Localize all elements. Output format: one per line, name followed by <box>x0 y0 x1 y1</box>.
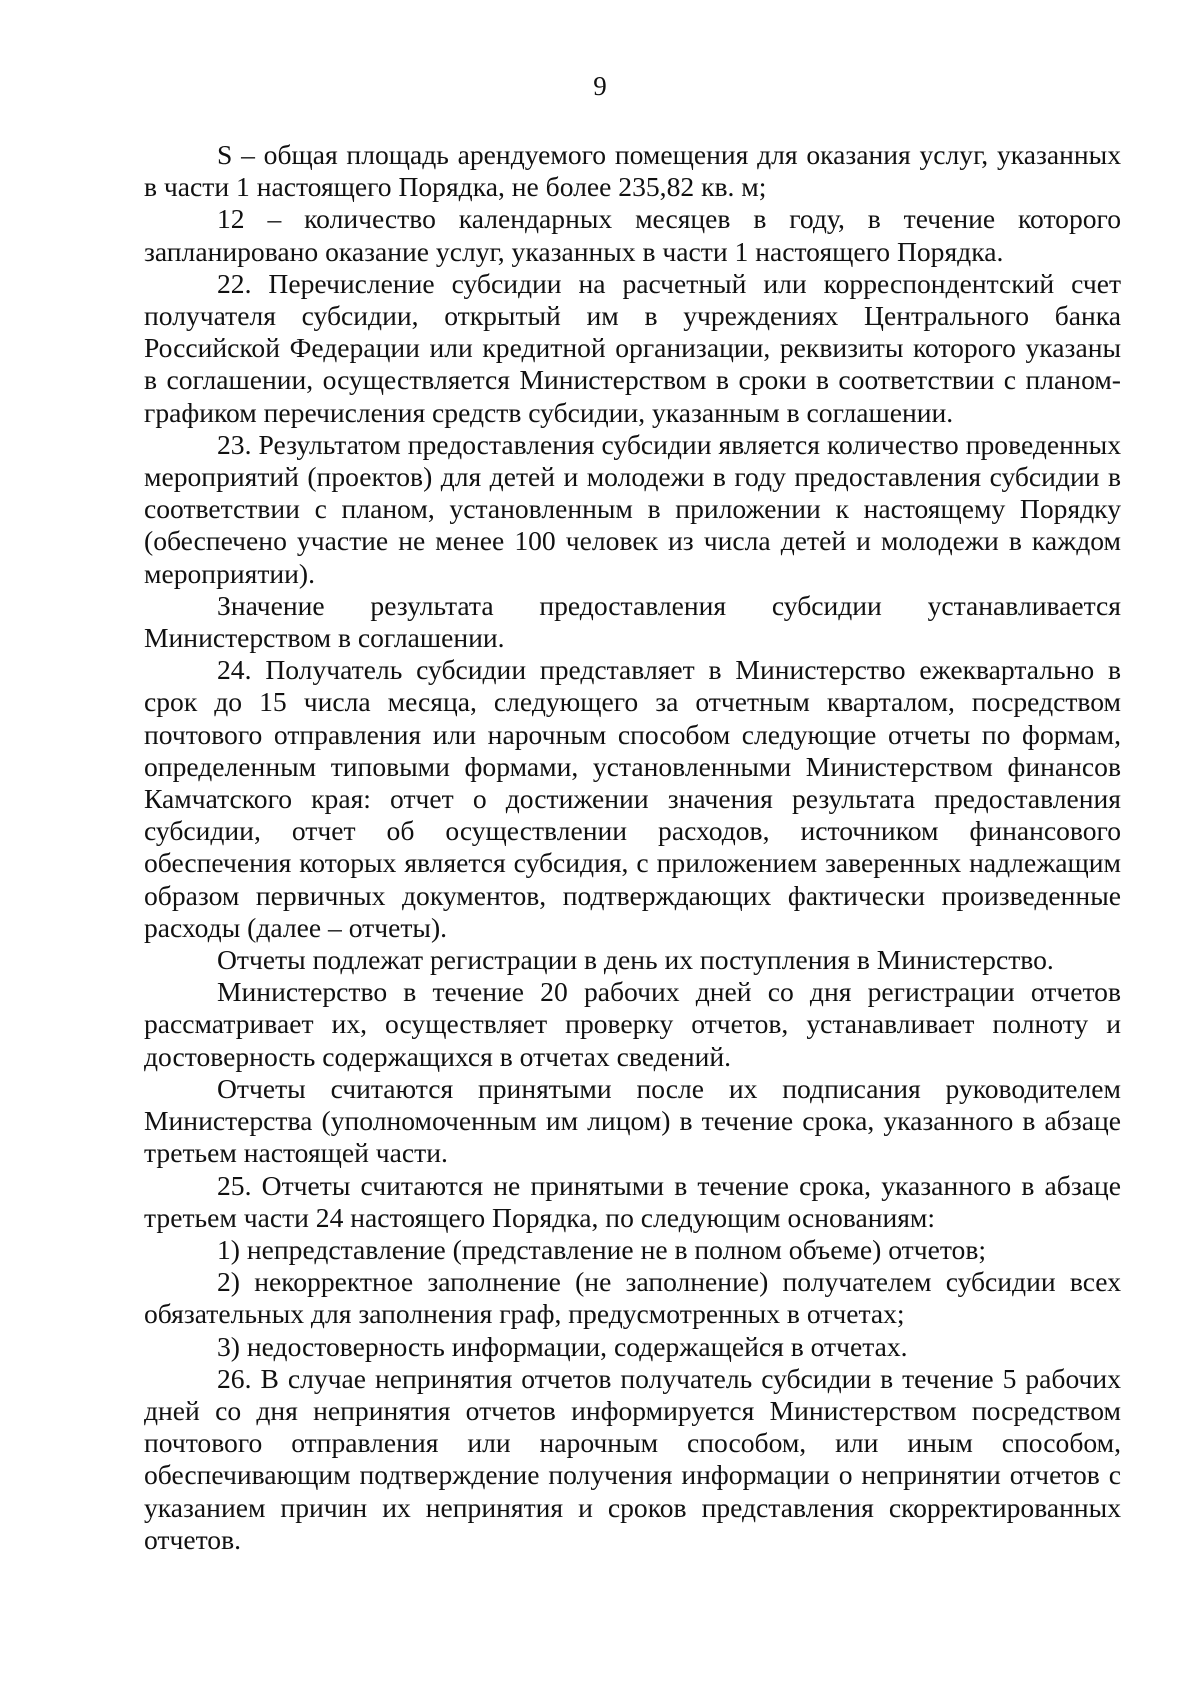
paragraph-22: 22. Перечисление субсидии на расчетный или корреспондентский счет получателя субсидии, открытый им в учреждениях Центрального банка Российской Федерации или кредитной организации, реквизиты которого указаны в соглашении, осуществляется Министерством в сроки в соответствии с планом-графиком перечисления средств субсидии, указанным в соглашении. <box>144 267 1121 428</box>
paragraph-12-months-definition: 12 – количество календарных месяцев в году, в течение которого запланировано оказание услуг, указанных в части 1 настоящего Порядка. <box>144 203 1121 267</box>
paragraph-24-registration: Отчеты подлежат регистрации в день их поступления в Министерство. <box>217 944 1054 976</box>
paragraph-26: 26. В случае непринятия отчетов получатель субсидии в течение 5 рабочих дней со дня непринятия отчетов информируется Министерством посредством почтового отправления или нарочным способом, или иным способом, обеспечивающим подтверждение получения информации о непринятии отчетов с указанием причин их непринятия и сроков представления скорректированных отчетов. <box>144 1362 1121 1555</box>
paragraph-23: 23. Результатом предоставления субсидии является количество проведенных мероприятий (проектов) для детей и молодежи в году предоставления субсидии в соответствии с планом, установленным в приложении к настоящему Порядку (обеспечено участие не менее 100 человек из числа детей и молодежи в каждом мероприятии). <box>144 428 1121 589</box>
paragraph-25-item-3: 3) недостоверность информации, содержащейся в отчетах. <box>217 1330 908 1362</box>
paragraph-25-item-1: 1) непредставление (представление не в полном объеме) отчетов; <box>217 1233 987 1265</box>
paragraph-25-item-2: 2) некорректное заполнение (не заполнение) получателем субсидии всех обязательных для заполнения граф, предусмотренных в отчетах; <box>144 1266 1121 1330</box>
paragraph-s-definition: S – общая площадь арендуемого помещения для оказания услуг, указанных в части 1 настоящего Порядка, не более 235,82 кв. м; <box>144 139 1121 203</box>
paragraph-24-acceptance: Отчеты считаются принятыми после их подписания руководителем Министерства (уполномоченным им лицом) в течение срока, указанного в абзаце третьем настоящей части. <box>144 1072 1121 1169</box>
page-number: 9 <box>593 71 607 101</box>
paragraph-23-result-value: Значение результата предоставления субсидии устанавливается Министерством в соглашении. <box>144 589 1121 654</box>
document-body <box>144 139 1121 1556</box>
paragraph-25: 25. Отчеты считаются не принятыми в течение срока, указанного в абзаце третьем части 24 настоящего Порядка, по следующим основаниям: <box>144 1169 1121 1233</box>
paragraph-24-review: Министерство в течение 20 рабочих дней со дня регистрации отчетов рассматривает их, осуществляет проверку отчетов, устанавливает полноту и достоверность содержащихся в отчетах сведений. <box>144 976 1121 1072</box>
paragraph-24: 24. Получатель субсидии представляет в Министерство ежеквартально в срок до 15 числа месяца, следующего за отчетным кварталом, посредством почтового отправления или нарочным способом следующие отчеты по формам, определенным типовыми формами, установленными Министерством финансов Камчатского края: отчет о достижении значения результата предоставления субсидии, отчет об осуществлении расходов, источником финансового обеспечения которых является субсидия, с приложением заверенных надлежащим образом первичных документов, подтверждающих фактически произведенные расходы (далее – отчеты). <box>144 654 1121 943</box>
